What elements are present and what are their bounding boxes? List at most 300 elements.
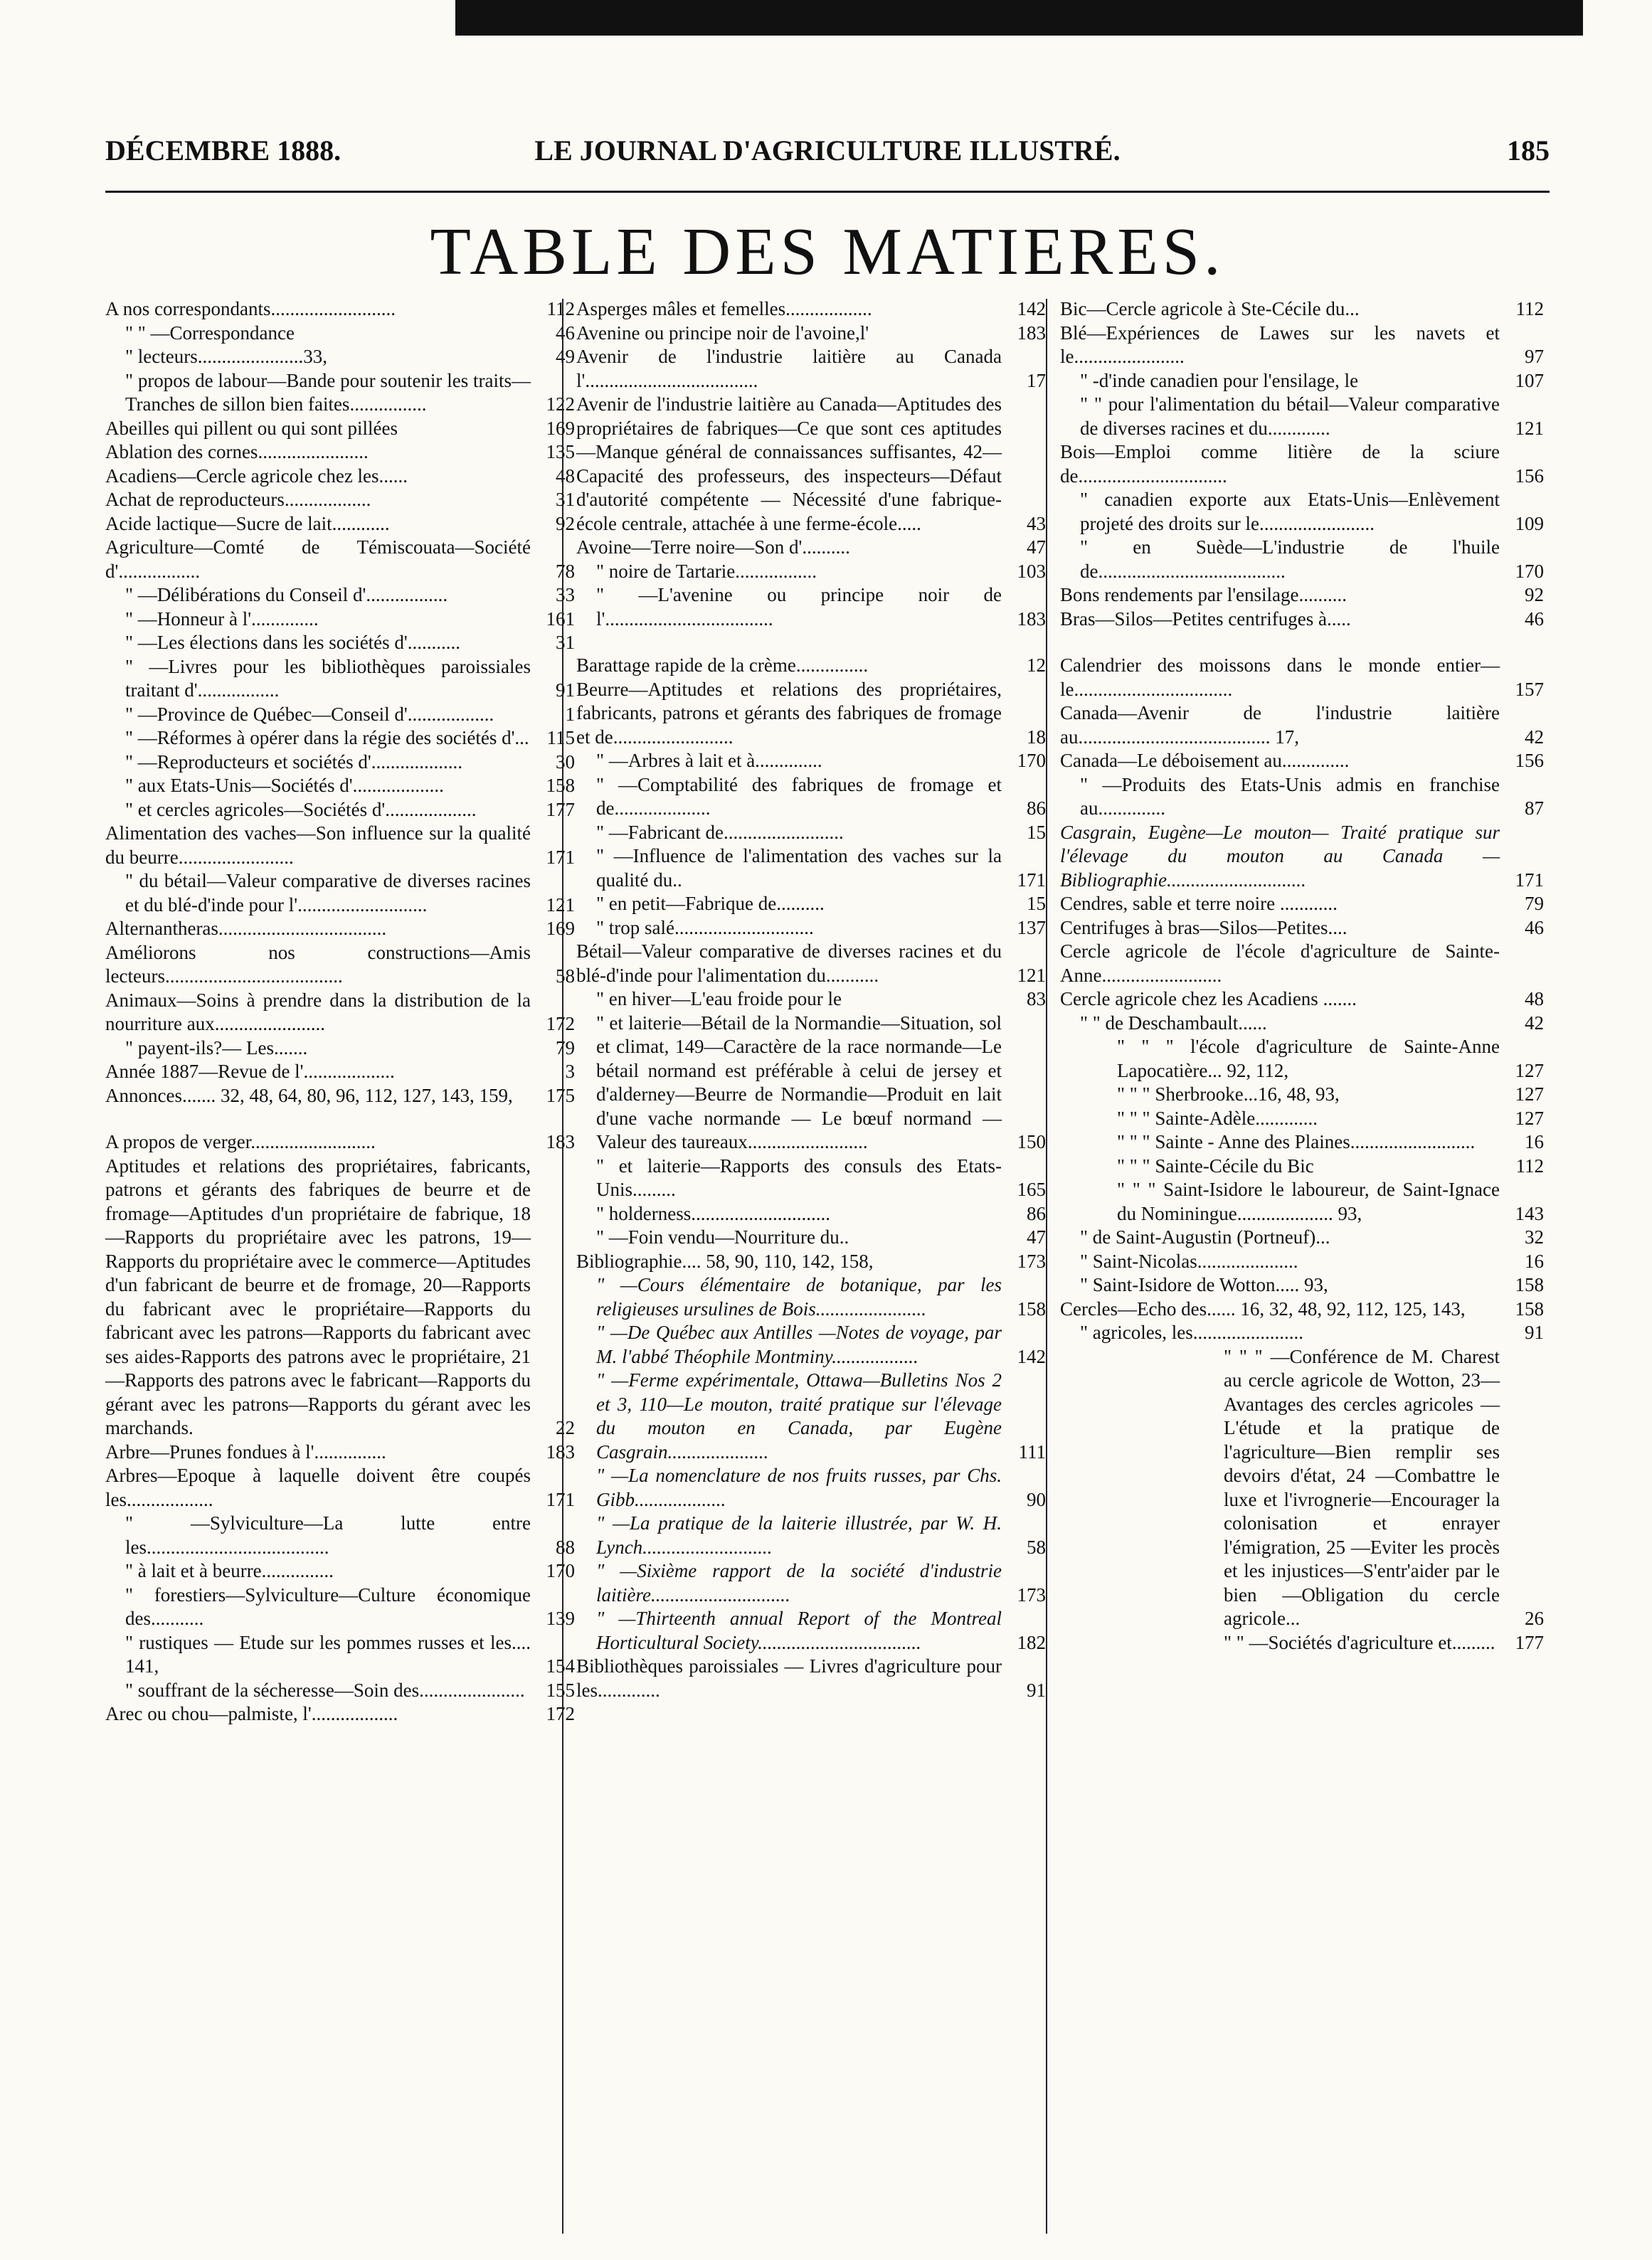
index-entry	[576, 1512, 1046, 1559]
entry-text: " propos de labour—Bande pour soutenir les traits—Tranches de sillon bien faites................	[125, 369, 531, 415]
entry-page: 46	[1525, 608, 1544, 630]
index-entry	[576, 987, 1046, 1012]
entry-page: 158	[1515, 1298, 1544, 1320]
entry-text: Bras—Silos—Petites centrifuges à.....	[1060, 608, 1351, 630]
index-entry	[1060, 773, 1544, 821]
entry-text: Aptitudes et relations des propriétaires, fabricants, patrons et gérants des fabriques de beurre et de fromage—Aptitudes d'un propriétaire de fabrique, 18—Rapports du propriétaire avec les patrons, 19—Rapports du propriétaire avec le commerce—Aptitudes d'un fabricant de beurre et de fromage, 20—Rapports du fabricant avec le propriétaire—Rapports du fabricant avec les patrons—Rapports du fabricant avec ses aides-Rapports des patrons avec le propriétaire, 21—Rapports des patrons avec le fabricant—Rapports du gérant avec les patrons—Rapports du gérant avec les marchands.	[105, 1155, 531, 1438]
entry-text: Bétail—Valeur comparative de diverses racines et du blé-d'inde pour l'alimentation du...........	[576, 940, 1002, 986]
entry-page: 155	[546, 1679, 575, 1701]
index-entry	[576, 1607, 1046, 1655]
entry-text: Cendres, sable et terre noire ............	[1060, 893, 1338, 914]
entry-page: 112	[546, 298, 575, 319]
entry-page: 135	[546, 441, 575, 462]
entry-text: Cercle agricole chez les Acadiens .......	[1060, 988, 1357, 1009]
index-entry	[1060, 393, 1544, 440]
index-entry	[1060, 488, 1544, 536]
entry-page: 158	[1017, 1298, 1046, 1320]
entry-text: Avenine ou principe noir de l'avoine,l'	[576, 322, 869, 344]
entry-page: 156	[1515, 750, 1544, 771]
index-entry	[105, 1559, 575, 1583]
index-entry	[105, 703, 575, 727]
entry-page: 88	[556, 1536, 575, 1558]
entry-page: 143	[1515, 1202, 1544, 1224]
entry-text: Calendrier des moissons dans le monde entier—le.................................	[1060, 654, 1500, 700]
entry-text: " —Fabricant de.........................	[596, 821, 844, 843]
entry-text: " en hiver—L'eau froide pour le	[596, 988, 842, 1009]
entry-text: Abeilles qui pillent ou qui sont pillées	[105, 417, 398, 439]
entry-text: Animaux—Soins à prendre dans la distribution de la nourriture aux.......................	[105, 989, 531, 1034]
entry-text: " —Foin vendu—Nourriture du..	[596, 1226, 849, 1248]
entry-text: Cercles—Echo des...... 16, 32, 48, 92, 112, 125, 143,	[1060, 1298, 1466, 1320]
index-entry	[576, 1273, 1046, 1321]
index-entry	[576, 1202, 1046, 1226]
index-entry	[105, 297, 575, 322]
entry-page: 109	[1515, 512, 1544, 534]
entry-text: " et laiterie—Bétail de la Normandie—Situation, sol et climat, 149—Caractère de la race normande—Le bétail normand est préférable à celui de jersey et d'alderney—Beurre de Normandie—Produit en lait d'une vache normande — Le bœuf normand — Valeur des taureaux.........................	[596, 1012, 1002, 1152]
index-entry	[576, 1369, 1046, 1464]
index-entry	[576, 916, 1046, 940]
entry-page: 32	[1525, 1226, 1544, 1248]
entry-text: " —Ferme expérimentale, Ottawa—Bulletins Nos 2 et 3, 110—Le mouton, traité pratique sur l'élevage du mouton en Canada, par Eugène Casgrain.....................	[596, 1369, 1002, 1463]
entry-text: " —Les élections dans les sociétés d'...........	[125, 632, 461, 653]
entry-text: " —Sixième rapport de la société d'industrie laitière.............................	[596, 1560, 1002, 1606]
entry-page: 122	[546, 393, 575, 415]
entry-page: 170	[546, 1560, 575, 1581]
index-entry	[1060, 536, 1544, 583]
entry-page: 177	[1515, 1631, 1544, 1653]
entry-page: 86	[1027, 797, 1046, 819]
entry-text: " —L'avenine ou principe noir de l'...................................	[596, 584, 1002, 630]
index-entry	[105, 750, 575, 775]
index-entry	[1060, 940, 1544, 987]
index-entry	[105, 583, 575, 608]
index-entry	[576, 654, 1046, 678]
entry-page: 58	[556, 965, 575, 987]
index-entry	[1060, 1012, 1544, 1036]
entry-text: Centrifuges à bras—Silos—Petites....	[1060, 916, 1347, 938]
entry-page: 177	[546, 798, 575, 820]
entry-page: 127	[1515, 1083, 1544, 1105]
entry-text: A nos correspondants..........................	[105, 298, 396, 319]
entry-text: " -d'inde canadien pour l'ensilage, le	[1080, 369, 1359, 391]
index-entry	[1060, 1107, 1544, 1131]
entry-text: " payent-ils?— Les.......	[125, 1036, 308, 1059]
column-divider	[562, 299, 563, 2234]
index-column-2	[576, 297, 1046, 1702]
entry-page: 42	[1525, 1012, 1544, 1034]
entry-text: " et laiterie—Rapports des consuls des Etats-Unis.........	[596, 1155, 1002, 1200]
entry-text: Alternantheras...................................	[105, 918, 387, 939]
index-entry	[105, 1631, 575, 1679]
entry-text: Achat de reproducteurs..................	[105, 489, 371, 510]
entry-page: 15	[1027, 821, 1046, 843]
entry-text: " en petit—Fabrique de..........	[596, 893, 825, 914]
entry-text: " —Cours élémentaire de botanique, par les religieuses ursulines de Bois.......................	[596, 1274, 1002, 1320]
index-entry	[576, 1321, 1046, 1369]
entry-page: 112	[1515, 1155, 1544, 1177]
entry-text: " " de Deschambault......	[1080, 1012, 1267, 1034]
entry-page: 46	[1525, 916, 1544, 938]
toc-title: TABLE DES MATIERES.	[430, 215, 1225, 289]
entry-page: 16	[1525, 1131, 1544, 1152]
entry-text: " lecteurs......................33,	[125, 346, 327, 367]
index-entry	[576, 536, 1046, 560]
entry-page: 42	[1525, 726, 1544, 748]
entry-page: 172	[546, 1703, 575, 1724]
entry-page: 121	[1515, 417, 1544, 439]
entry-text: " —La nomenclature de nos fruits russes, par Chs. Gibb...................	[596, 1465, 1002, 1510]
entry-text: " —De Québec aux Antilles —Notes de voyage, par M. l'abbé Théophile Montminy..................	[596, 1322, 1002, 1367]
entry-page: 43	[1027, 512, 1046, 534]
entry-text: Bic—Cercle agricole à Ste-Cécile du...	[1060, 298, 1360, 319]
entry-text: Bons rendements par l'ensilage..........	[1060, 584, 1347, 605]
entry-text: " souffrant de la sécheresse—Soin des......................	[125, 1679, 525, 1701]
running-head	[105, 134, 1550, 176]
entry-text: " —Honneur à l'..............	[125, 608, 319, 630]
entry-page: 91	[1525, 1322, 1544, 1343]
entry-text: Bibliographie.... 58, 90, 110, 142, 158,	[576, 1250, 874, 1272]
entry-page: 12	[1027, 654, 1046, 676]
entry-page: 18	[1027, 726, 1046, 748]
index-entry	[576, 322, 1046, 346]
index-entry	[576, 1464, 1046, 1512]
index-entry	[576, 678, 1046, 750]
header-date: DÉCEMBRE 1888.	[105, 134, 341, 166]
entry-text: " Saint-Isidore de Wotton..... 93,	[1080, 1274, 1328, 1295]
entry-text: " holderness.............................	[596, 1202, 830, 1224]
entry-page: 171	[546, 1488, 575, 1510]
entry-page: 86	[1027, 1202, 1046, 1224]
entry-page: 183	[546, 1131, 575, 1152]
entry-text: Cercle agricole de l'école d'agriculture de Sainte-Anne.........................	[1060, 940, 1500, 986]
entry-text: Canada—Le déboisement au..............	[1060, 750, 1350, 771]
index-entry	[105, 726, 575, 750]
index-entry	[105, 989, 575, 1036]
index-entry	[105, 1441, 575, 1465]
entry-page: 91	[556, 679, 575, 701]
index-entry	[105, 1512, 575, 1559]
index-entry	[1060, 583, 1544, 608]
entry-text: " Saint-Nicolas.....................	[1080, 1250, 1298, 1272]
index-entry	[1060, 1178, 1544, 1226]
entry-page: 173	[1017, 1250, 1046, 1272]
entry-page: 127	[1515, 1107, 1544, 1129]
index-entry	[1060, 1298, 1544, 1322]
entry-text: " et cercles agricoles—Sociétés d'...................	[125, 798, 477, 820]
entry-page: 139	[546, 1608, 575, 1629]
entry-page: 47	[1027, 1226, 1046, 1248]
index-entry	[105, 417, 575, 441]
index-entry	[1060, 749, 1544, 773]
entry-text: " —Réformes à opérer dans la régie des sociétés d'...	[125, 727, 529, 748]
index-entry	[1060, 297, 1544, 322]
index-entry	[1060, 1035, 1544, 1083]
entry-text: " " " l'école d'agriculture de Sainte-Anne Lapocatière... 92, 112,	[1117, 1036, 1500, 1081]
entry-text: Avenir de l'industrie laitière au Canada l'....................................	[576, 346, 1002, 391]
entry-page: 47	[1027, 536, 1046, 558]
entry-page: 48	[1525, 988, 1544, 1009]
entry-page: 115	[546, 727, 575, 748]
index-entry	[1060, 1226, 1544, 1250]
entry-page: 103	[1017, 560, 1046, 582]
entry-page: 175	[546, 1084, 575, 1106]
entry-page: 49	[556, 346, 575, 367]
entry-page: 58	[1027, 1536, 1046, 1558]
entry-text: " trop salé.............................	[596, 916, 814, 938]
entry-text: Acadiens—Cercle agricole chez les......	[105, 465, 408, 487]
entry-text: " " pour l'alimentation du bétail—Valeur comparative de diverses racines et du.............	[1080, 393, 1500, 439]
entry-page: 30	[556, 750, 575, 773]
entry-page: 137	[1017, 916, 1046, 938]
entry-text: " —Livres pour les bibliothèques paroissiales traitant d'.................	[125, 655, 531, 701]
index-entry	[576, 773, 1046, 821]
entry-text: " rustiques — Etude sur les pommes russes et les.... 141,	[125, 1631, 531, 1677]
index-entry	[105, 440, 575, 465]
index-entry	[576, 345, 1046, 393]
entry-page: 90	[1027, 1488, 1046, 1510]
index-entry	[576, 940, 1046, 987]
index-entry	[576, 892, 1046, 916]
index-entry	[576, 821, 1046, 845]
entry-text: " —Comptabilité des fabriques de fromage et de....................	[596, 773, 1002, 819]
entry-page: 170	[1017, 750, 1046, 771]
entry-text: Barattage rapide de la crème...............	[576, 654, 869, 676]
entry-text: Alimentation des vaches—Son influence sur la qualité du beurre........................	[105, 822, 531, 868]
entry-text: Année 1887—Revue de l'...................	[105, 1061, 395, 1082]
entry-text: " " " Sherbrooke...16, 48, 93,	[1117, 1083, 1340, 1105]
entry-page: 1	[565, 703, 575, 725]
index-entry	[1060, 654, 1544, 701]
index-entry	[105, 917, 575, 941]
entry-text: " —La pratique de la laiterie illustrée, par W. H. Lynch...........................	[596, 1512, 1002, 1558]
entry-page: 182	[1017, 1631, 1046, 1653]
entry-page: 16	[1525, 1250, 1544, 1272]
index-entry	[576, 393, 1046, 536]
entry-page: 92	[1525, 584, 1544, 605]
index-entry	[105, 345, 575, 369]
index-entry	[105, 798, 575, 822]
index-entry	[105, 1060, 575, 1084]
page-number: 185	[1507, 134, 1550, 166]
entry-text: " —Arbres à lait et à..............	[596, 750, 822, 771]
entry-page: 142	[1017, 1345, 1046, 1367]
entry-page: 79	[1525, 893, 1544, 914]
journal-title: LE JOURNAL D'AGRICULTURE ILLUSTRÉ.	[534, 134, 1121, 166]
index-column-1	[105, 297, 575, 1726]
index-entry	[576, 749, 1046, 773]
index-entry	[576, 844, 1046, 892]
index-entry	[105, 488, 575, 512]
index-entry	[1060, 701, 1544, 749]
entry-page: 183	[1017, 608, 1046, 630]
entry-text: " —Reproducteurs et sociétés d'...................	[125, 750, 463, 773]
entry-page: 97	[1525, 346, 1544, 367]
entry-page: 169	[546, 918, 575, 939]
entry-page: 158	[546, 775, 575, 796]
entry-text: Arbres—Epoque à laquelle doivent être coupés les..................	[105, 1465, 531, 1510]
entry-text: " aux Etats-Unis—Sociétés d'...................	[125, 775, 444, 796]
index-entry	[105, 465, 575, 489]
entry-page: 26	[1525, 1608, 1544, 1629]
entry-text: Acide lactique—Sucre de lait............	[105, 512, 390, 534]
entry-text: " canadien exporte aux Etats-Unis—Enlèvement projeté des droits sur le........................	[1080, 489, 1500, 534]
index-entry	[1060, 821, 1544, 893]
index-entry	[105, 1464, 575, 1512]
entry-text: " noire de Tartarie.................	[596, 560, 817, 582]
entry-page: 15	[1027, 893, 1046, 914]
entry-page: 92	[556, 512, 575, 534]
index-entry	[105, 631, 575, 655]
entry-text: " forestiers—Sylviculture—Culture économique des...........	[125, 1583, 531, 1629]
entry-page: 87	[1525, 797, 1544, 819]
entry-page: 3	[565, 1061, 575, 1082]
index-entry	[1060, 1155, 1544, 1179]
index-entry	[576, 1012, 1046, 1155]
entry-page: 171	[1017, 869, 1046, 891]
entry-text: " de Saint-Augustin (Portneuf)...	[1080, 1226, 1330, 1248]
index-entry	[1060, 1130, 1544, 1155]
entry-page: 78	[556, 560, 575, 582]
index-column-3	[1060, 297, 1544, 1655]
index-entry	[105, 1702, 575, 1726]
entry-text: Canada—Avenir de l'industrie laitière au........................................ 17,	[1060, 702, 1500, 748]
entry-page: 157	[1515, 678, 1544, 700]
entry-page: 170	[1515, 560, 1544, 582]
entry-page: 79	[556, 1036, 575, 1059]
entry-page: 111	[1018, 1441, 1046, 1463]
entry-text: Avenir de l'industrie laitière au Canada—Aptitudes des propriétaires de fabriques—Ce que sont ces aptitudes—Manque général de connaissances suffisantes, 42—Capacité des professeurs, des inspecteurs—Défaut d'autorité compétente — Nécessité d'une fabrique-école centrale, attachée à une ferme-école.....	[576, 393, 1002, 534]
index-entry	[105, 369, 575, 417]
index-entry	[105, 822, 575, 869]
index-entry	[105, 536, 575, 583]
index-entry	[1060, 1321, 1544, 1345]
index-entry	[1060, 892, 1544, 916]
entry-text: " à lait et à beurre...............	[125, 1560, 334, 1581]
index-entry	[1060, 322, 1544, 369]
entry-page: 156	[1515, 465, 1544, 487]
entry-page: 183	[546, 1441, 575, 1463]
entry-page: 169	[546, 417, 575, 439]
index-entry	[105, 869, 575, 917]
index-entry	[1060, 1083, 1544, 1107]
index-entry	[576, 297, 1046, 322]
entry-text: Casgrain, Eugène—Le mouton— Traité pratique sur l'élevage du mouton au Canada — Bibliographie.............................	[1060, 821, 1500, 891]
entry-page: 91	[1027, 1679, 1046, 1701]
entry-text: " —Province de Québec—Conseil d'..................	[125, 703, 494, 725]
entry-text: Arec ou chou—palmiste, l'..................	[105, 1703, 398, 1724]
entry-page: 173	[1017, 1583, 1046, 1606]
entry-text: Bibliothèques paroissiales — Livres d'agriculture pour les.............	[576, 1655, 1002, 1701]
entry-page: 22	[556, 1417, 575, 1438]
entry-text: " en Suède—L'industrie de l'huile de.......................................	[1080, 536, 1500, 582]
index-entry	[1060, 1345, 1544, 1631]
entry-text: Asperges mâles et femelles..................	[576, 298, 872, 319]
index-entry	[105, 941, 575, 989]
top-black-bar-thin	[455, 33, 1583, 36]
index-entry	[1060, 1273, 1544, 1298]
index-entry	[576, 1559, 1046, 1607]
entry-page: 121	[546, 893, 575, 916]
index-entry	[105, 1036, 575, 1061]
entry-page: 142	[1017, 298, 1046, 319]
entry-text: " —Produits des Etats-Unis admis en franchise au..............	[1080, 773, 1500, 819]
entry-text: " " " Sainte - Anne des Plaines..........................	[1117, 1131, 1476, 1152]
index-entry	[105, 1130, 575, 1155]
entry-page: 165	[1017, 1179, 1046, 1200]
index-entry	[576, 1155, 1046, 1202]
entry-text: Améliorons nos constructions—Amis lecteurs.....................................	[105, 941, 531, 987]
entry-text: " " " Saint-Isidore le laboureur, de Saint-Ignace du Nominingue.................... 93,	[1117, 1179, 1500, 1224]
entry-text: " " —Correspondance	[125, 322, 295, 344]
entry-page: 83	[1027, 988, 1046, 1009]
entry-text: " du bétail—Valeur comparative de diverses racines et du blé-d'inde pour l'...........................	[125, 870, 531, 916]
entry-text: Agriculture—Comté de Témiscouata—Société d'.................	[105, 536, 531, 582]
entry-page: 46	[556, 322, 575, 344]
entry-text: " —Thirteenth annual Report of the Montreal Horticultural Society..................................	[596, 1608, 1002, 1653]
entry-text: Avoine—Terre noire—Son d'..........	[576, 536, 850, 558]
index-entry	[1060, 987, 1544, 1012]
index-entry	[105, 774, 575, 798]
index-entry	[105, 1155, 575, 1441]
index-entry	[105, 512, 575, 536]
entry-page: 112	[1515, 298, 1544, 319]
index-entry	[576, 1226, 1046, 1250]
entry-page: 158	[1515, 1274, 1544, 1295]
index-entry	[105, 322, 575, 346]
entry-page: 31	[556, 489, 575, 510]
entry-page: 171	[546, 846, 575, 868]
index-entry	[1060, 1631, 1544, 1655]
column-divider	[1046, 299, 1047, 2234]
header-rule	[105, 191, 1550, 193]
index-entry	[1060, 1250, 1544, 1274]
entry-text: " —Délibérations du Conseil d'.................	[125, 584, 448, 605]
entry-page: 48	[556, 465, 575, 487]
index-entry	[1060, 608, 1544, 632]
entry-text: Bois—Emploi comme litière de la sciure de...............................	[1060, 441, 1500, 487]
entry-text: Beurre—Aptitudes et relations des propriétaires, fabricants, patrons et gérants des fabriques de fromage et de.........................	[576, 678, 1002, 748]
entry-page: 150	[1017, 1131, 1046, 1152]
entry-text: Arbre—Prunes fondues à l'...............	[105, 1441, 386, 1463]
entry-text: " " " Sainte-Adèle.............	[1117, 1107, 1318, 1129]
index-entry	[105, 655, 575, 703]
entry-page: 171	[1515, 869, 1544, 891]
index-entry	[576, 1655, 1046, 1702]
entry-text: A propos de verger..........................	[105, 1131, 376, 1152]
entry-page: 33	[556, 584, 575, 605]
entry-page: 127	[1515, 1059, 1544, 1081]
entry-page: 121	[1017, 964, 1046, 986]
index-entry	[1060, 916, 1544, 940]
index-entry	[576, 583, 1046, 631]
index-entry	[105, 1679, 575, 1703]
entry-text: Annonces....... 32, 48, 64, 80, 96, 112, 127, 143, 159,	[105, 1084, 513, 1106]
entry-page: 154	[546, 1655, 575, 1677]
index-entry	[1060, 440, 1544, 488]
entry-text: " " " Sainte-Cécile du Bic	[1117, 1155, 1314, 1177]
entry-text: " —Influence de l'alimentation des vaches sur la qualité du..	[596, 845, 1002, 891]
entry-text: " agricoles, les.......................	[1080, 1322, 1303, 1343]
entry-text: " " —Sociétés d'agriculture et.........	[1224, 1631, 1495, 1653]
entry-text: Blé—Expériences de Lawes sur les navets et le.......................	[1060, 322, 1500, 367]
entry-page: 107	[1515, 369, 1544, 391]
entry-page: 161	[546, 608, 575, 630]
entry-page: 17	[1027, 369, 1046, 391]
entry-text: " " " —Conférence de M. Charest au cercle agricole de Wotton, 23—Avantages des cercles agricoles —L'étude et la pratique de l'agriculture—Bien remplir ses devoirs d'état, 24 —Combattre le luxe et l'ivrognerie—Encourager la colonisation et enrayer l'émigration, 25 —Eviter les procès et les injustices—S'entr'aider par le bien —Obligation du cercle agricole...	[1224, 1345, 1500, 1629]
index-entry	[105, 1583, 575, 1631]
entry-page: 172	[546, 1013, 575, 1034]
index-entry	[105, 608, 575, 632]
